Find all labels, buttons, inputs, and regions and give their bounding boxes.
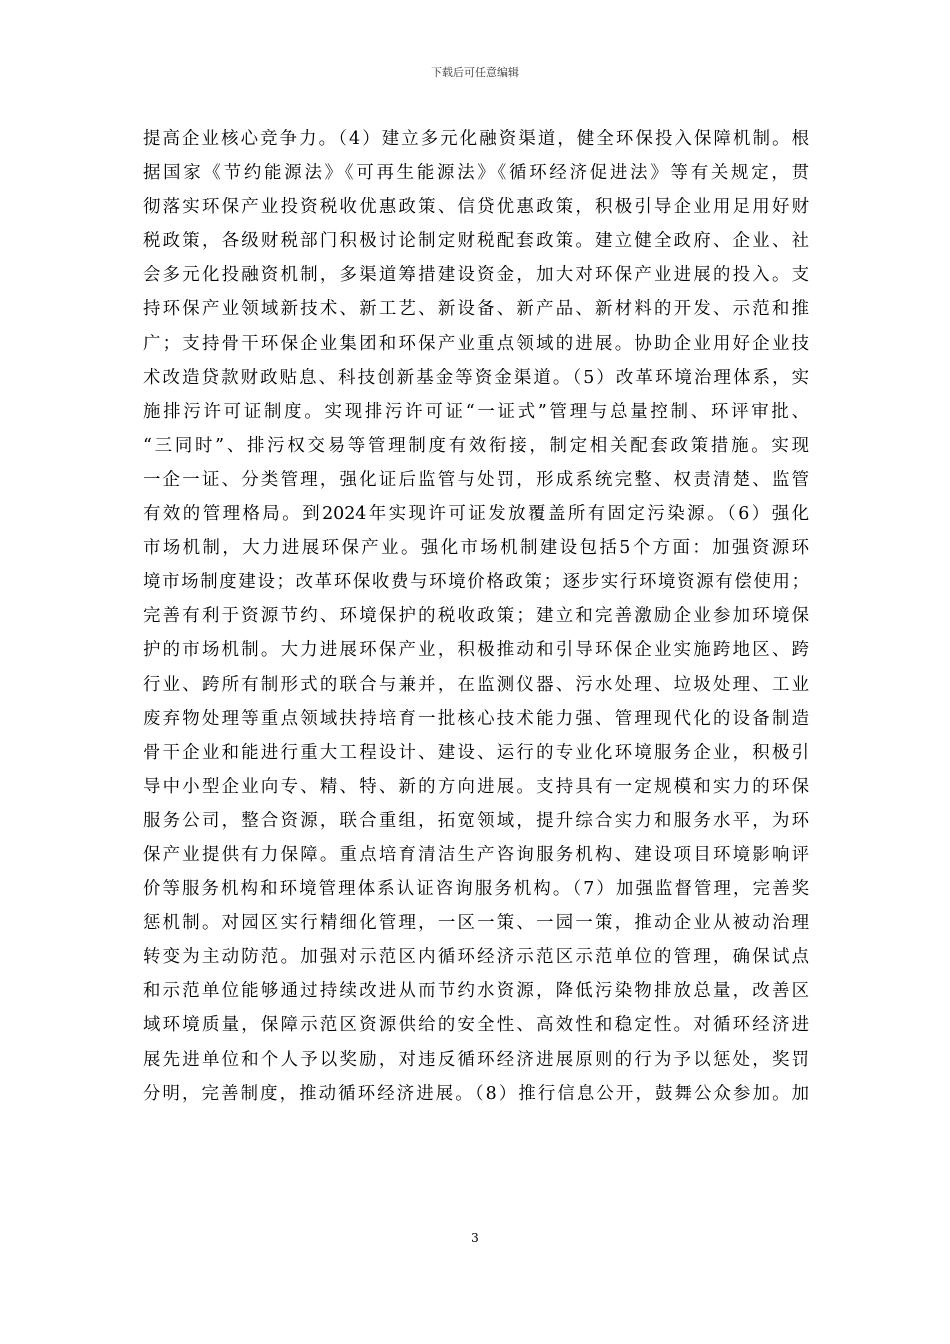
text-line: 市场机制，大力进展环保产业。强化市场机制建设包括5个方面：加强资源环 xyxy=(143,538,809,559)
text-line: 骨干企业和能进行重大工程设计、建设、运行的专业化环境服务企业，积极引 xyxy=(143,742,809,763)
text-line: 分明，完善制度，推动循环经济进展。（8）推行信息公开，鼓舞公众参加。加 xyxy=(143,1083,809,1104)
page-header: 下载后可任意编辑 xyxy=(431,66,519,79)
text-line: 废弃物处理等重点领域扶持培育一批核心技术能力强、管理现代化的设备制造 xyxy=(143,708,809,729)
text-line: 施排污许可证制度。实现排污许可证“一证式”管理与总量控制、环评审批、 xyxy=(143,401,809,422)
text-line: 导中小型企业向专、精、特、新的方向进展。支持具有一定规模和实力的环保 xyxy=(143,776,809,797)
text-line: 彻落实环保产业投资税收优惠政策、信贷优惠政策，积极引导企业用足用好财 xyxy=(143,197,809,218)
body-text xyxy=(143,122,809,1111)
text-line: “三同时”、排污权交易等管理制度有效衔接，制定相关配套政策措施。实现 xyxy=(143,435,809,456)
text-line: 提高企业核心竞争力。（4）建立多元化融资渠道，健全环保投入保障机制。根 xyxy=(143,129,809,149)
text-line: 和示范单位能够通过持续改进从而节约水资源，降低污染物排放总量，改善区 xyxy=(143,981,809,1002)
text-line: 价等服务机构和环境管理体系认证咨询服务机构。（7）加强监督管理，完善奖 xyxy=(143,879,809,900)
text-line: 广；支持骨干环保企业集团和环保产业重点领域的进展。协助企业用好企业技 xyxy=(143,333,809,354)
text-line: 有效的管理格局。到2024年实现许可证发放覆盖所有固定污染源。（6）强化 xyxy=(143,504,809,525)
text-line: 境市场制度建设；改革环保收费与环境价格政策；逐步实行环境资源有偿使用； xyxy=(143,572,809,593)
text-line: 一企一证、分类管理，强化证后监管与处罚，形成系统完整、权责清楚、监管 xyxy=(143,469,809,490)
text-line: 术改造贷款财政贴息、科技创新基金等资金渠道。（5）改革环境治理体系，实 xyxy=(143,367,809,388)
text-line: 完善有利于资源节约、环境保护的税收政策；建立和完善激励企业参加环境保 xyxy=(143,606,809,627)
text-line: 护的市场机制。大力进展环保产业，积极推动和引导环保企业实施跨地区、跨 xyxy=(143,640,809,661)
text-line: 税政策，各级财税部门积极讨论制定财税配套政策。建立健全政府、企业、社 xyxy=(143,231,809,252)
text-line: 据国家《节约能源法》《可再生能源法》《循环经济促进法》等有关规定，贯 xyxy=(143,163,809,184)
text-line: 会多元化投融资机制，多渠道筹措建设资金，加大对环保产业进展的投入。支 xyxy=(143,265,809,286)
text-line: 持环保产业领域新技术、新工艺、新设备、新产品、新材料的开发、示范和推 xyxy=(143,299,809,320)
text-line: 惩机制。对园区实行精细化管理，一区一策、一园一策，推动企业从被动治理 xyxy=(143,913,809,934)
page-number: 3 xyxy=(471,1231,479,1245)
text-line: 行业、跨所有制形式的联合与兼并，在监测仪器、污水处理、垃圾处理、工业 xyxy=(143,674,809,695)
text-line: 域环境质量，保障示范区资源供给的安全性、高效性和稳定性。对循环经济进 xyxy=(143,1015,809,1036)
text-line: 展先进单位和个人予以奖励，对违反循环经济进展原则的行为予以惩处，奖罚 xyxy=(143,1049,809,1070)
text-line: 服务公司，整合资源，联合重组，拓宽领域，提升综合实力和服务水平，为环 xyxy=(143,810,809,831)
text-line: 转变为主动防范。加强对示范区内循环经济示范区示范单位的管理，确保试点 xyxy=(143,947,809,968)
text-line: 保产业提供有力保障。重点培育清洁生产咨询服务机构、建设项目环境影响评 xyxy=(143,844,809,865)
